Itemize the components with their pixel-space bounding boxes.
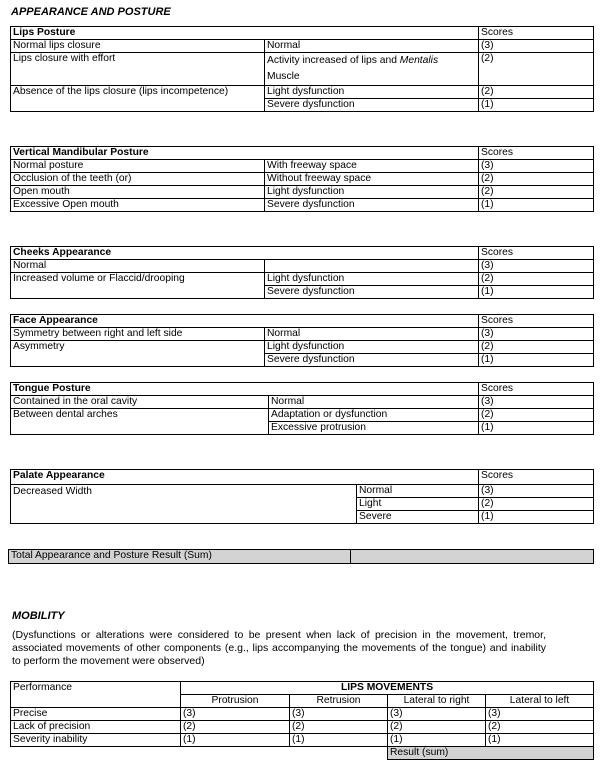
lips-desc: Severe dysfunction	[265, 99, 479, 112]
face-score: (1)	[479, 354, 594, 367]
row-label: Lack of precision	[11, 721, 181, 734]
cheeks-title: Cheeks Appearance	[11, 247, 479, 260]
cell-score: (2)	[181, 721, 290, 734]
palate-score: (1)	[479, 511, 594, 524]
palate-item: Decreased Width	[11, 485, 357, 524]
vertical-title: Vertical Mandibular Posture	[11, 147, 479, 160]
cell-score: (3)	[181, 708, 290, 721]
lips-score: (2)	[479, 86, 594, 99]
lips-desc: Normal	[265, 40, 479, 53]
lips-posture-title: Lips Posture	[11, 27, 479, 40]
face-desc: Severe dysfunction	[265, 354, 479, 367]
total-value	[351, 550, 594, 564]
cell-score: (1)	[388, 734, 486, 747]
lips-score: (2)	[479, 53, 594, 86]
section-heading-appearance: APPEARANCE AND POSTURE	[11, 6, 171, 18]
scores-header: Scores	[479, 383, 594, 396]
palate-desc: Severe	[357, 511, 479, 524]
cell-score: (3)	[486, 708, 594, 721]
cheeks-desc: Severe dysfunction	[265, 286, 479, 299]
cell-score: (1)	[290, 734, 388, 747]
scores-header: Scores	[479, 247, 594, 260]
lips-movements-table	[10, 681, 594, 760]
tongue-title: Tongue Posture	[11, 383, 479, 396]
cheeks-score: (3)	[479, 260, 594, 273]
lips-posture-table	[10, 26, 594, 112]
vertical-desc: With freeway space	[265, 160, 479, 173]
cheeks-score: (2)	[479, 273, 594, 286]
palate-desc: Normal	[357, 485, 479, 498]
face-appearance-table	[10, 314, 594, 367]
cell-score: (2)	[486, 721, 594, 734]
face-score: (2)	[479, 341, 594, 354]
cheeks-appearance-table	[10, 246, 594, 299]
palate-desc: Light	[357, 498, 479, 511]
lips-score: (3)	[479, 40, 594, 53]
palate-title: Palate Appearance	[11, 470, 479, 485]
vertical-score: (3)	[479, 160, 594, 173]
lips-score: (1)	[479, 99, 594, 112]
column-header: Lateral to right	[388, 695, 486, 708]
result-sum-label: Result (sum)	[388, 747, 594, 760]
vertical-item: Normal posture	[11, 160, 265, 173]
tongue-item	[11, 422, 269, 435]
cheeks-item: Normal	[11, 260, 265, 273]
row-label: Precise	[11, 708, 181, 721]
tongue-item: Between dental arches	[11, 409, 269, 422]
tongue-score: (3)	[479, 396, 594, 409]
row-label: Severity inability	[11, 734, 181, 747]
scores-header: Scores	[479, 315, 594, 328]
total-result-table	[8, 549, 594, 564]
tongue-score: (1)	[479, 422, 594, 435]
cell-score: (2)	[388, 721, 486, 734]
empty-cell	[181, 747, 290, 760]
cheeks-item: Increased volume or Flaccid/drooping	[11, 273, 265, 286]
face-title: Face Appearance	[11, 315, 479, 328]
lips-item: Normal lips closure	[11, 40, 265, 53]
lips-desc: Light dysfunction	[265, 86, 479, 99]
performance-header: Performance	[11, 682, 181, 695]
tongue-desc: Normal	[269, 396, 479, 409]
cheeks-desc	[265, 260, 479, 273]
vertical-item: Open mouth	[11, 186, 265, 199]
face-score: (3)	[479, 328, 594, 341]
cheeks-score: (1)	[479, 286, 594, 299]
palate-score: (3)	[479, 485, 594, 498]
vertical-desc: Severe dysfunction	[265, 199, 479, 212]
cell-score: (1)	[181, 734, 290, 747]
lips-item	[11, 99, 265, 112]
tongue-score: (2)	[479, 409, 594, 422]
column-header: Lateral to left	[486, 695, 594, 708]
tongue-desc: Adaptation or dysfunction	[269, 409, 479, 422]
scores-header: Scores	[479, 27, 594, 40]
section-heading-mobility: MOBILITY	[12, 610, 65, 622]
vertical-score: (2)	[479, 186, 594, 199]
face-item: Symmetry between right and left side	[11, 328, 265, 341]
palate-appearance-table	[10, 469, 594, 524]
cell-score: (1)	[486, 734, 594, 747]
tongue-desc: Excessive protrusion	[269, 422, 479, 435]
face-desc: Normal	[265, 328, 479, 341]
palate-score: (2)	[479, 498, 594, 511]
tongue-item: Contained in the oral cavity	[11, 396, 269, 409]
cheeks-desc: Light dysfunction	[265, 273, 479, 286]
cell-score: (3)	[388, 708, 486, 721]
cheeks-item	[11, 286, 265, 299]
vertical-item: Excessive Open mouth	[11, 199, 265, 212]
vertical-desc: Light dysfunction	[265, 186, 479, 199]
mobility-note: (Dysfunctions or alterations were considered to be present when lack of precision in the movement, tremor, associated movements of other components (e.g., lips accompanying the movements of the tongue) and inability to perform the movement were observed)	[12, 629, 546, 667]
lips-item: Absence of the lips closure (lips incompetence)	[11, 86, 265, 99]
scores-header: Scores	[479, 147, 594, 160]
column-header: Retrusion	[290, 695, 388, 708]
cell-score: (3)	[290, 708, 388, 721]
empty-cell	[290, 747, 388, 760]
vertical-mandibular-table	[10, 146, 594, 212]
column-header: Protrusion	[181, 695, 290, 708]
face-item	[11, 354, 265, 367]
face-desc: Light dysfunction	[265, 341, 479, 354]
vertical-desc: Without freeway space	[265, 173, 479, 186]
total-label: Total Appearance and Posture Result (Sum)	[9, 550, 351, 564]
lips-item: Lips closure with effort	[11, 53, 265, 86]
cell-score: (2)	[290, 721, 388, 734]
tongue-posture-table	[10, 382, 594, 435]
lips-desc: Activity increased of lips and Mentalis Muscle	[265, 53, 479, 86]
performance-header-cont	[11, 695, 181, 708]
empty-cell	[11, 747, 181, 760]
vertical-score: (1)	[479, 199, 594, 212]
scores-header: Scores	[479, 470, 594, 485]
face-item: Asymmetry	[11, 341, 265, 354]
vertical-item: Occlusion of the teeth (or)	[11, 173, 265, 186]
vertical-score: (2)	[479, 173, 594, 186]
lips-movements-title: LIPS MOVEMENTS	[181, 682, 594, 695]
